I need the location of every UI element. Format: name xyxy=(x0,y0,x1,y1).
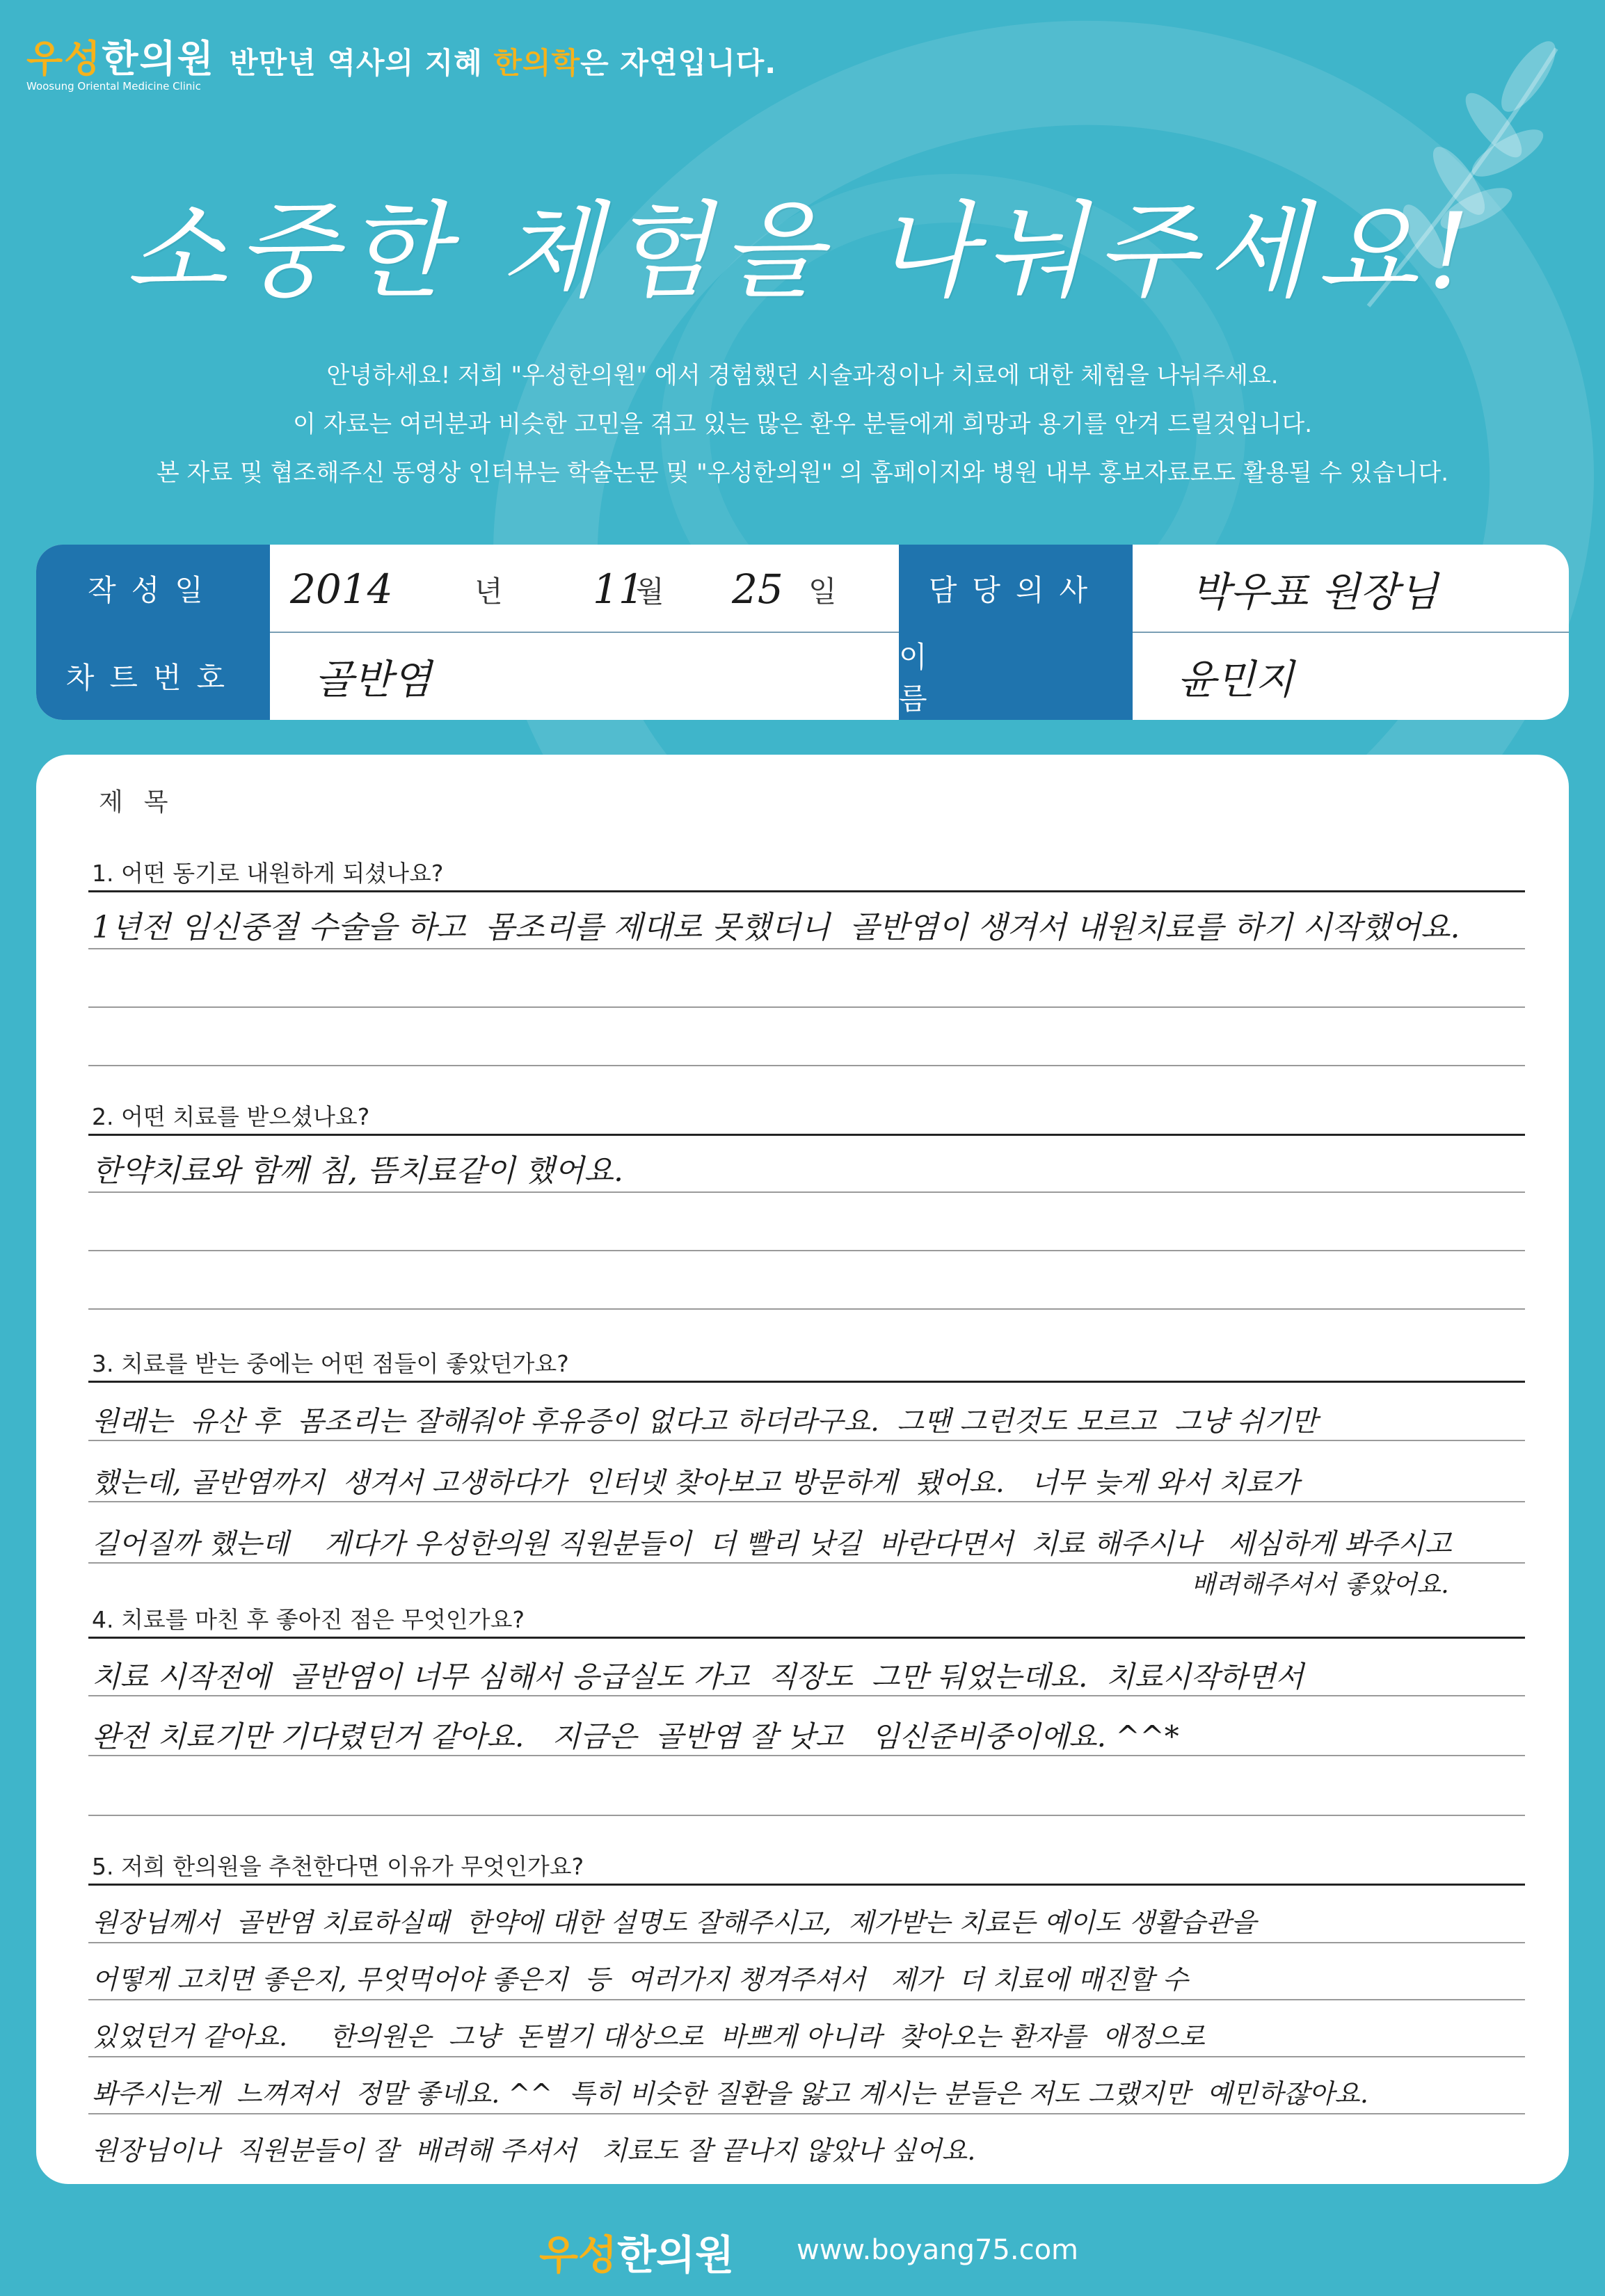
answer-4: 치료 시작전에 골반염이 너무 심해서 응급실도 가고 직장도 그만 둬었는데요. 치료시작하면서 완전 치료기만 기다렸던거 같아요. 지금은 골반염 잘 낫고 임신준비중이에요. ^^* xyxy=(92,1660,1304,1753)
chart-number-value: 골반염 xyxy=(314,656,432,703)
name-label: 이 름 xyxy=(899,632,1133,720)
website-link[interactable]: www.boyang75.com xyxy=(797,2234,1079,2266)
page-title: 소중한 체험을 나눠주세요! xyxy=(125,191,1480,312)
question-1: 1. 어떤 동기로 내원하게 되셨나요? xyxy=(92,860,444,887)
date-day: 25 xyxy=(732,565,783,613)
clinic-logo xyxy=(26,29,215,93)
answer-2: 한약치료와 함께 침, 뜸치료같이 했어요. xyxy=(92,1153,623,1189)
intro-text xyxy=(0,351,1605,497)
rule xyxy=(88,1999,1525,2000)
question-2: 2. 어떤 치료를 받으셨나요? xyxy=(92,1103,370,1130)
rule xyxy=(88,2113,1525,2114)
answer-3-note: 배려해주셔서 좋았어요. xyxy=(1191,1571,1449,1599)
date-month: 11 xyxy=(593,565,644,613)
intro-line: 안녕하세요! 저희 "우성한의원" 에서 경험했던 시술과정이나 치료에 대한 체험을 나눠주세요. xyxy=(326,362,1279,390)
chart-number-label: 차트번호 xyxy=(36,632,270,720)
rule xyxy=(88,1381,1525,1383)
answer-5: 원장님께서 골반염 치료하실때 한약에 대한 설명도 잘해주시고, 제가받는 치료든 예이도 생활습관을 어떻게 고치면 좋은지, 무엇먹어야 좋은지 등 여러가지 챙겨주셔서 제가 더 치료에 매진할 수 있었던거 같아요. 한의원은 그냥 돈벌기 대상으로 바쁘게 아니라 찾아오는 환자를 애정으로 봐주시는게 느껴져서 정말 좋네요. ^^ 특히 비슷한 질환을 앓고 계시는 분들은 저도 그랬지만 예민하잖아요. 원장님이나 직원분들이 잘 배려해 주셔서 치료도 잘 끝나지 않았나 싶어요. xyxy=(92,1907,1368,2166)
date-label: 작성일 xyxy=(36,545,270,632)
rule xyxy=(88,1308,1525,1310)
doctor-label: 담당의사 xyxy=(899,545,1133,632)
intro-line: 본 자료 및 협조해주신 동영상 인터뷰는 학술논문 및 "우성한의원" 의 홈페이지와 병원 내부 홍보자료로도 활용될 수 있습니다. xyxy=(156,459,1449,487)
logo-part1: 우성 xyxy=(26,37,102,81)
answer-3: 원래는 유산 후 몸조리는 잘해줘야 후유증이 없다고 하더라구요. 그땐 그런것도 모르고 그냥 쉬기만 했는데, 골반염까지 생겨서 고생하다가 인터넷 찾아보고 방문하게 됐어요. 너무 늦게 와서 치료가 길어질까 했는데 게다가 우성한의원 직원분들이 더 빨리 낫길 바란다면서 치료 해주시나 세심하게 봐주시고 xyxy=(92,1406,1452,1560)
rule xyxy=(88,1440,1525,1441)
testimonial-form xyxy=(36,755,1569,2184)
intro-line: 이 자료는 여러분과 비슷한 고민을 겪고 있는 많은 환우 분들에게 희망과 용기를 안겨 드릴것입니다. xyxy=(292,410,1313,438)
month-unit: 월 xyxy=(636,575,664,609)
rule xyxy=(88,1191,1525,1193)
tagline-text-end: 은 자연입니다. xyxy=(580,46,777,80)
tagline xyxy=(230,40,776,82)
footer-logo-part2: 한의원 xyxy=(617,2231,735,2279)
rule xyxy=(88,890,1525,892)
rule xyxy=(88,1637,1525,1639)
rule xyxy=(88,1815,1525,1816)
logo-part2: 한의원 xyxy=(102,37,215,81)
rule xyxy=(88,1501,1525,1502)
rule xyxy=(88,1562,1525,1564)
rule xyxy=(88,1250,1525,1251)
date-year: 2014 xyxy=(290,565,393,613)
question-5: 5. 저희 한의원을 추천한다면 이유가 무엇인가요? xyxy=(92,1853,584,1880)
subject-label: 제목 xyxy=(99,788,189,817)
rule xyxy=(88,1755,1525,1756)
question-3: 3. 치료를 받는 중에는 어떤 점들이 좋았던가요? xyxy=(92,1350,569,1377)
answer-1: 1년전 임신중절 수술을 하고 몸조리를 제대로 못했더니 골반염이 생겨서 내원치료를 하기 시작했어요. xyxy=(92,910,1460,945)
year-unit: 년 xyxy=(474,575,503,609)
rule xyxy=(88,1695,1525,1696)
logo-english: Woosung Oriental Medicine Clinic xyxy=(26,80,201,93)
footer-logo-part1: 우성 xyxy=(539,2231,618,2279)
tagline-highlight: 한의학 xyxy=(493,46,581,80)
rule xyxy=(88,1942,1525,1943)
rule xyxy=(88,948,1525,949)
day-unit: 일 xyxy=(808,575,837,609)
rule xyxy=(88,1884,1525,1886)
doctor-value: 박우표 원장님 xyxy=(1191,568,1438,616)
name-value: 윤민지 xyxy=(1177,656,1295,703)
footer-logo xyxy=(539,2222,734,2281)
rule xyxy=(88,1006,1525,1008)
rule xyxy=(88,1065,1525,1066)
rule xyxy=(88,2056,1525,2057)
question-4: 4. 치료를 마친 후 좋아진 점은 무엇인가요? xyxy=(92,1606,525,1633)
info-table xyxy=(36,545,1569,720)
rule xyxy=(88,1134,1525,1136)
tagline-text: 반만년 역사의 지혜 xyxy=(230,46,494,80)
